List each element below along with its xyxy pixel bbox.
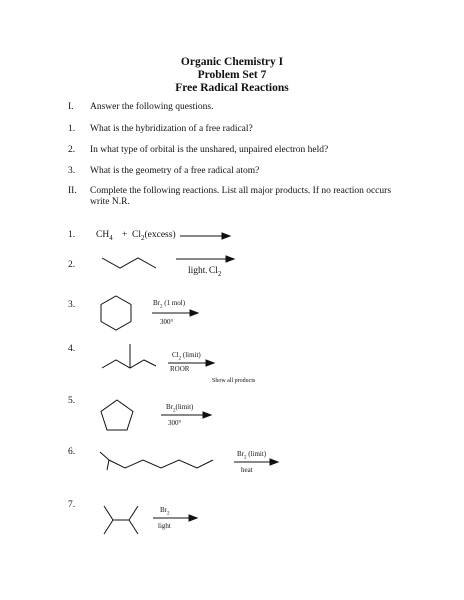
question-number: 2.	[68, 145, 76, 155]
condition-separator: ,	[205, 267, 209, 275]
reaction-2-conditions	[188, 266, 221, 278]
reaction-7-condition: light	[158, 522, 171, 530]
reactant-formula: CH	[96, 230, 110, 240]
question-number: 1.	[68, 124, 76, 134]
isopentane-structure	[100, 342, 160, 372]
reaction-number: 5.	[68, 396, 76, 406]
cyclopentane-structure	[100, 399, 134, 431]
reagent-suffix: (limit)	[181, 351, 201, 359]
reagent-subscript: 2	[244, 455, 247, 461]
section-2-numeral: II.	[68, 186, 77, 196]
reaction-5-condition: 300°	[168, 419, 182, 427]
section-2-instruction-line1: Complete the following reactions. List all major products. If no reaction occurs	[90, 186, 392, 196]
reaction-6-condition: heat	[241, 466, 253, 474]
reagent-formula: Br	[166, 403, 173, 411]
reaction-2-arrow	[176, 254, 234, 264]
reaction-number: 7.	[68, 500, 76, 510]
reagent-subscript: 2	[140, 233, 145, 242]
title-course: Organic Chemistry I	[180, 56, 284, 68]
reaction-number: 1.	[68, 230, 76, 240]
reaction-4-note: Show all products	[212, 378, 256, 384]
reagent-suffix: (1 mol)	[162, 299, 186, 307]
cyclohexane-structure	[100, 295, 132, 331]
reagent-formula: Br	[153, 299, 160, 307]
reaction-3-condition: 300°	[160, 318, 174, 326]
reagent-formula: Br	[160, 506, 167, 514]
butane-structure	[100, 252, 160, 272]
question-text: What is the hybridization of a free radical?	[90, 124, 253, 134]
reagent-formula: Cl	[132, 230, 141, 240]
tetramethylbutane-structure	[100, 502, 142, 538]
reagent-suffix: (limit)	[246, 450, 267, 458]
title-problem-set: Problem Set 7	[197, 69, 267, 81]
reactant-subscript: 4	[109, 233, 113, 242]
reagent-subscript: 2	[178, 356, 182, 362]
reaction-number: 3.	[68, 300, 76, 310]
reaction-3-arrow	[152, 308, 198, 318]
reaction-1-reactant	[96, 230, 113, 242]
reaction-1-arrow	[180, 231, 230, 241]
reagent-formula: Cl	[172, 351, 179, 359]
section-1-instruction: Answer the following questions.	[90, 102, 214, 112]
section-1-numeral: I.	[68, 102, 74, 112]
reagent-subscript: 2	[173, 408, 176, 414]
reaction-1-reagent	[132, 230, 176, 242]
question-text: In what type of orbital is the unshared, unpaired electron held?	[90, 145, 329, 155]
methylnonane-structure	[97, 448, 215, 472]
reaction-number: 2.	[68, 260, 76, 270]
condition-subscript: 2	[217, 269, 222, 278]
reagent-suffix: (excess)	[144, 230, 176, 240]
reaction-number: 4.	[68, 344, 76, 354]
section-2-instruction-line2: write N.R.	[90, 197, 130, 207]
reagent-suffix: (limit)	[175, 403, 194, 411]
question-number: 3.	[68, 166, 76, 176]
condition-light: light	[188, 266, 206, 276]
reagent-subscript: 2	[167, 511, 170, 517]
reagent-subscript: 2	[160, 304, 163, 310]
reagent-formula: Br	[237, 450, 244, 458]
condition-reagent: Cl	[208, 266, 218, 276]
title-topic: Free Radical Reactions	[175, 82, 289, 94]
plus-sign: +	[122, 230, 128, 240]
question-text: What is the geometry of a free radical atom?	[90, 166, 260, 176]
reaction-number: 6.	[68, 447, 76, 457]
reaction-4-condition: ROOR	[170, 365, 190, 373]
